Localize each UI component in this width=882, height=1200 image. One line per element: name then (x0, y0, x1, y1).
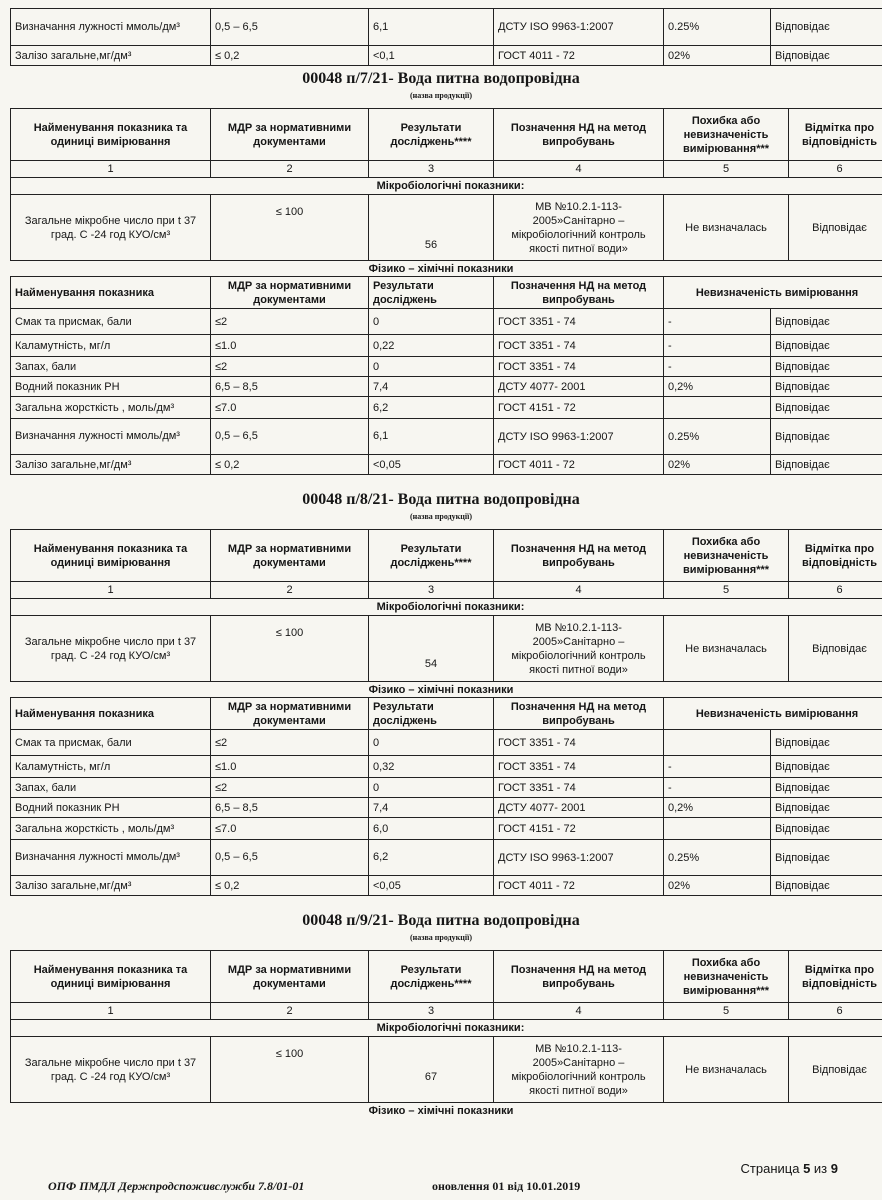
footer-revision: оновлення 01 від 10.01.2019 (432, 1179, 581, 1193)
cell-method: ГОСТ 3351 - 74 (494, 756, 664, 778)
table-row (11, 840, 882, 876)
column-number: 3 (369, 161, 494, 178)
cell-method: ДСТУ ISO 9963-1:2007 (494, 9, 664, 46)
column-number: 6 (789, 161, 882, 178)
column-number: 6 (789, 1003, 882, 1020)
cell-norm: ≤2 (211, 730, 369, 756)
header-norm: МДР за нормативними документами (211, 277, 369, 309)
table-row (11, 778, 882, 798)
cell-mark: Відповідає (771, 730, 882, 756)
phys-section-label: Фізико – хімічні показники (368, 684, 514, 696)
footer-org: ОПФ ПМДЛ Держпродспоживслужби 7.8/01-01 (48, 1179, 305, 1193)
micro-section-label: Мікробіологічні показники: (11, 599, 882, 616)
cell-result: 0,32 (369, 756, 494, 778)
header-norm: МДР за нормативними документами (211, 530, 369, 582)
cell-result: <0,05 (369, 455, 494, 475)
micro-section-label: Мікробіологічні показники: (11, 178, 882, 195)
cell-result: 0 (369, 357, 494, 377)
section-row (11, 599, 882, 616)
cell-mark: Відповідає (771, 840, 882, 876)
cell-mark: Відповідає (771, 419, 882, 455)
cell-norm: ≤7.0 (211, 397, 369, 419)
header-name: Найменування показника та одиниці вимірювання (11, 109, 211, 161)
column-numbers-row (11, 582, 882, 599)
column-number: 3 (369, 582, 494, 599)
column-number: 1 (11, 1003, 211, 1020)
cell-name: Водний показник РН (11, 798, 211, 818)
table-row (11, 357, 882, 377)
column-numbers-row (11, 161, 882, 178)
header-norm: МДР за нормативними документами (211, 951, 369, 1003)
cell-norm: ≤ 0,2 (211, 46, 369, 66)
cell-method: МВ №10.2.1-113-2005»Санітарно – мікробіологічний контроль якості питної води» (494, 616, 664, 682)
header-method: Позначення НД на метод випробувань (494, 277, 664, 309)
cell-mark: Відповідає (771, 818, 882, 840)
cell-method: ГОСТ 3351 - 74 (494, 309, 664, 335)
cell-method: ДСТУ 4077- 2001 (494, 377, 664, 397)
cell-norm: 0,5 – 6,5 (211, 9, 369, 46)
cell-mark: Відповідає (771, 377, 882, 397)
cell-name: Визначання лужності ммоль/дм³ (11, 9, 211, 46)
cell-mark: Відповідає (771, 876, 882, 896)
cell-name: Каламутність, мг/л (11, 756, 211, 778)
table-row (11, 798, 882, 818)
header-name: Найменування показника та одиниці вимірювання (11, 530, 211, 582)
cell-norm: ≤2 (211, 357, 369, 377)
header-result: Результати досліджень**** (369, 109, 494, 161)
header-mark: Відмітка про відповідність (789, 951, 882, 1003)
cell-result: 54 (369, 616, 494, 682)
cell-name: Загальне мікробне число при t 37 град. С -24 год КУО/см³ (11, 616, 211, 682)
cell-uncert: - (664, 309, 771, 335)
cell-method: ГОСТ 4011 - 72 (494, 455, 664, 475)
header-method: Позначення НД на метод випробувань (494, 698, 664, 730)
phys-section-label: Фізико – хімічні показники (368, 263, 514, 275)
cell-name: Запах, бали (11, 778, 211, 798)
column-number: 4 (494, 1003, 664, 1020)
cell-method: ГОСТ 4151 - 72 (494, 397, 664, 419)
table-row (11, 377, 882, 397)
cell-mark: Відповідає (771, 9, 882, 46)
cell-result: 6,0 (369, 818, 494, 840)
cell-uncert: - (664, 335, 771, 357)
cell-method: ГОСТ 3351 - 74 (494, 778, 664, 798)
cell-uncert: 0,2% (664, 377, 771, 397)
cell-name: Запах, бали (11, 357, 211, 377)
product-title: 00048 п/9/21- Вода питна водопровідна (302, 912, 580, 929)
cell-result: 0,22 (369, 335, 494, 357)
cell-uncert: 0.25% (664, 9, 771, 46)
column-number: 2 (211, 582, 369, 599)
cell-uncert: - (664, 778, 771, 798)
header-uncert: Невизначеність вимірювання (664, 698, 882, 730)
page-mid: из (810, 1161, 831, 1176)
header-result: Результати досліджень**** (369, 530, 494, 582)
cell-result: 6,2 (369, 840, 494, 876)
cell-mark: Відповідає (771, 798, 882, 818)
column-number: 6 (789, 582, 882, 599)
cell-mark: Відповідає (771, 46, 882, 66)
cell-method: ГОСТ 3351 - 74 (494, 357, 664, 377)
cell-uncert: Не визначалась (664, 195, 789, 261)
cell-name: Загальне мікробне число при t 37 град. С -24 год КУО/см³ (11, 195, 211, 261)
table-header-row (11, 109, 882, 161)
header-method: Позначення НД на метод випробувань (494, 530, 664, 582)
cell-name: Залізо загальне,мг/дм³ (11, 46, 211, 66)
cell-norm: ≤2 (211, 309, 369, 335)
cell-result: <0,1 (369, 46, 494, 66)
cell-result: 6,2 (369, 397, 494, 419)
cell-norm: 6,5 – 8,5 (211, 798, 369, 818)
column-number: 1 (11, 582, 211, 599)
cell-name: Визначання лужності ммоль/дм³ (11, 840, 211, 876)
table-header-row (11, 698, 882, 730)
cell-norm: 0,5 – 6,5 (211, 840, 369, 876)
phys-table (10, 276, 882, 475)
column-numbers-row (11, 1003, 882, 1020)
cell-method: ГОСТ 4011 - 72 (494, 46, 664, 66)
cell-result: 0 (369, 778, 494, 798)
column-number: 2 (211, 161, 369, 178)
table-row (11, 1037, 882, 1103)
micro-section-label: Мікробіологічні показники: (11, 1020, 882, 1037)
product-title: 00048 п/8/21- Вода питна водопровідна (302, 491, 580, 508)
header-mark: Відмітка про відповідність (789, 530, 882, 582)
cell-norm: ≤ 100 (211, 195, 369, 261)
header-uncert: Похибка або невизначеність вимірювання*** (664, 109, 789, 161)
cell-mark: Відповідає (771, 397, 882, 419)
cell-norm: ≤7.0 (211, 818, 369, 840)
cell-mark: Відповідає (789, 616, 882, 682)
page-number (741, 1161, 838, 1176)
table-row (11, 818, 882, 840)
table-row (11, 335, 882, 357)
cell-name: Загальна жорсткість , моль/дм³ (11, 818, 211, 840)
table-row (11, 397, 882, 419)
cell-name: Смак та присмак, бали (11, 309, 211, 335)
table-row (11, 756, 882, 778)
header-uncert: Похибка або невизначеність вимірювання*** (664, 951, 789, 1003)
cell-mark: Відповідає (771, 756, 882, 778)
cell-uncert (664, 397, 771, 419)
cell-uncert: 02% (664, 876, 771, 896)
cell-method: ГОСТ 4011 - 72 (494, 876, 664, 896)
product-subtitle: (назва продукції) (409, 91, 472, 100)
product-subtitle: (назва продукції) (409, 933, 472, 942)
header-name: Найменування показника та одиниці вимірювання (11, 951, 211, 1003)
product-title: 00048 п/7/21- Вода питна водопровідна (302, 70, 580, 87)
header-name: Найменування показника (11, 698, 211, 730)
page-prefix: Страница (740, 1161, 804, 1176)
header-uncert: Невизначеність вимірювання (664, 277, 882, 309)
page-current: 5 (803, 1161, 811, 1176)
cell-name: Каламутність, мг/л (11, 335, 211, 357)
cell-mark: Відповідає (771, 335, 882, 357)
table-row (11, 730, 882, 756)
micro-table (10, 950, 882, 1103)
cell-mark: Відповідає (771, 455, 882, 475)
cell-result: 67 (369, 1037, 494, 1103)
cell-result: 0 (369, 309, 494, 335)
cell-name: Водний показник РН (11, 377, 211, 397)
cell-uncert: - (664, 357, 771, 377)
header-result: Результати досліджень**** (369, 951, 494, 1003)
cell-name: Загальна жорсткість , моль/дм³ (11, 397, 211, 419)
cell-norm: ≤2 (211, 778, 369, 798)
cell-norm: ≤1.0 (211, 756, 369, 778)
phys-section-label: Фізико – хімічні показники (368, 1105, 514, 1117)
cell-result: 0 (369, 730, 494, 756)
cell-method: МВ №10.2.1-113-2005»Санітарно – мікробіологічний контроль якості питної води» (494, 1037, 664, 1103)
cell-uncert: Не визначалась (664, 616, 789, 682)
section-row (11, 178, 882, 195)
column-number: 2 (211, 1003, 369, 1020)
cell-name: Смак та присмак, бали (11, 730, 211, 756)
cell-uncert: - (664, 756, 771, 778)
table-header-row (11, 951, 882, 1003)
cell-name: Залізо загальне,мг/дм³ (11, 455, 211, 475)
header-norm: МДР за нормативними документами (211, 698, 369, 730)
phys-table (10, 697, 882, 896)
header-method: Позначення НД на метод випробувань (494, 109, 664, 161)
cell-uncert: 02% (664, 46, 771, 66)
column-number: 3 (369, 1003, 494, 1020)
table-row (11, 46, 882, 66)
top-continuation-table (10, 8, 882, 66)
cell-norm: ≤ 100 (211, 1037, 369, 1103)
cell-result: 6,1 (369, 9, 494, 46)
cell-result: 6,1 (369, 419, 494, 455)
cell-method: ДСТУ 4077- 2001 (494, 798, 664, 818)
cell-uncert (664, 818, 771, 840)
cell-norm: 0,5 – 6,5 (211, 419, 369, 455)
column-number: 5 (664, 1003, 789, 1020)
header-uncert: Похибка або невизначеність вимірювання*** (664, 530, 789, 582)
cell-mark: Відповідає (771, 778, 882, 798)
cell-uncert: 0.25% (664, 840, 771, 876)
cell-method: ДСТУ ISO 9963-1:2007 (494, 419, 664, 455)
column-number: 5 (664, 582, 789, 599)
cell-uncert: 0.25% (664, 419, 771, 455)
header-method: Позначення НД на метод випробувань (494, 951, 664, 1003)
cell-mark: Відповідає (789, 1037, 882, 1103)
cell-mark: Відповідає (771, 309, 882, 335)
cell-result: <0,05 (369, 876, 494, 896)
cell-norm: ≤ 100 (211, 616, 369, 682)
column-number: 4 (494, 161, 664, 178)
micro-table (10, 108, 882, 261)
table-row (11, 9, 882, 46)
cell-result: 7,4 (369, 798, 494, 818)
header-name: Найменування показника (11, 277, 211, 309)
table-row (11, 195, 882, 261)
table-row (11, 455, 882, 475)
table-row (11, 419, 882, 455)
column-number: 5 (664, 161, 789, 178)
header-norm: МДР за нормативними документами (211, 109, 369, 161)
cell-result: 7,4 (369, 377, 494, 397)
cell-uncert: 0,2% (664, 798, 771, 818)
cell-method: ГОСТ 3351 - 74 (494, 730, 664, 756)
cell-mark: Відповідає (771, 357, 882, 377)
cell-method: ГОСТ 3351 - 74 (494, 335, 664, 357)
column-number: 1 (11, 161, 211, 178)
micro-table (10, 529, 882, 682)
cell-name: Загальне мікробне число при t 37 град. С -24 год КУО/см³ (11, 1037, 211, 1103)
header-result: Результати досліджень (369, 277, 494, 309)
table-row (11, 616, 882, 682)
product-subtitle: (назва продукції) (409, 512, 472, 521)
cell-name: Визначання лужності ммоль/дм³ (11, 419, 211, 455)
cell-uncert: Не визначалась (664, 1037, 789, 1103)
column-number: 4 (494, 582, 664, 599)
cell-norm: ≤1.0 (211, 335, 369, 357)
header-mark: Відмітка про відповідність (789, 109, 882, 161)
section-row (11, 1020, 882, 1037)
table-row (11, 876, 882, 896)
table-row (11, 309, 882, 335)
cell-method: МВ №10.2.1-113-2005»Санітарно – мікробіологічний контроль якості питної води» (494, 195, 664, 261)
cell-uncert (664, 730, 771, 756)
cell-norm: ≤ 0,2 (211, 455, 369, 475)
cell-mark: Відповідає (789, 195, 882, 261)
cell-norm: 6,5 – 8,5 (211, 377, 369, 397)
cell-method: ДСТУ ISO 9963-1:2007 (494, 840, 664, 876)
table-header-row (11, 277, 882, 309)
header-result: Результати досліджень (369, 698, 494, 730)
cell-result: 56 (369, 195, 494, 261)
cell-uncert: 02% (664, 455, 771, 475)
cell-name: Залізо загальне,мг/дм³ (11, 876, 211, 896)
cell-norm: ≤ 0,2 (211, 876, 369, 896)
table-header-row (11, 530, 882, 582)
cell-method: ГОСТ 4151 - 72 (494, 818, 664, 840)
page-total: 9 (830, 1161, 838, 1176)
